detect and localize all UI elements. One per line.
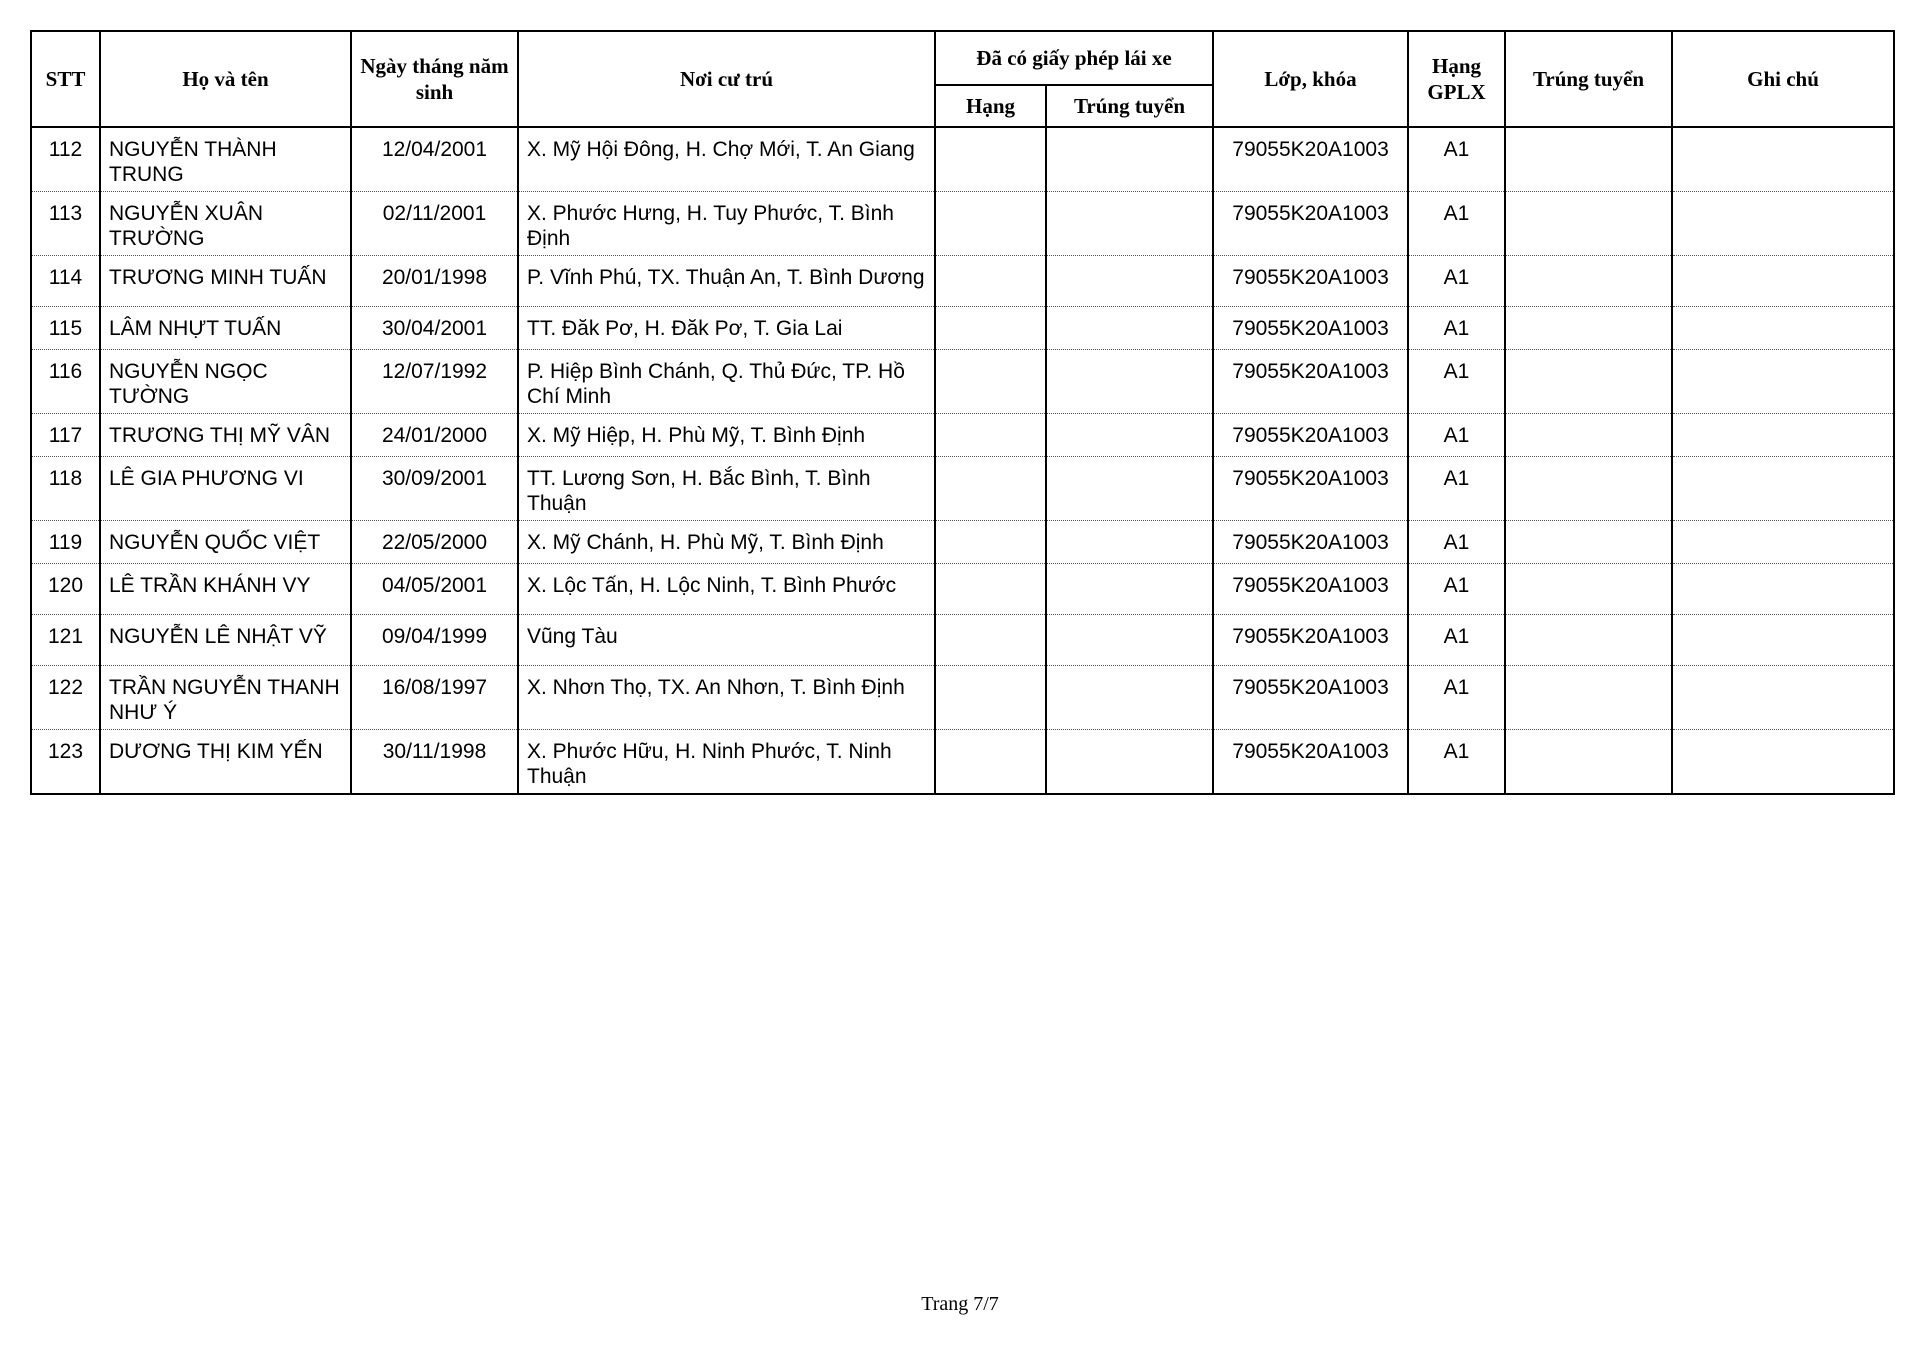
cell-stt: 119 bbox=[31, 521, 100, 564]
cell-license-rank bbox=[935, 414, 1046, 457]
cell-name: NGUYỄN LÊ NHẬT VỸ bbox=[100, 615, 351, 666]
cell-class: 79055K20A1003 bbox=[1213, 256, 1408, 307]
table-row bbox=[31, 256, 1894, 307]
cell-class: 79055K20A1003 bbox=[1213, 730, 1408, 795]
cell-stt: 113 bbox=[31, 192, 100, 256]
cell-stt: 116 bbox=[31, 350, 100, 414]
cell-license-passed bbox=[1046, 256, 1213, 307]
cell-passed bbox=[1505, 666, 1672, 730]
header-stt: STT bbox=[31, 31, 100, 127]
cell-license-rank bbox=[935, 564, 1046, 615]
cell-address: X. Nhơn Thọ, TX. An Nhơn, T. Bình Định bbox=[518, 666, 935, 730]
cell-gplx-rank: A1 bbox=[1408, 730, 1505, 795]
cell-name: TRƯƠNG MINH TUẤN bbox=[100, 256, 351, 307]
cell-class: 79055K20A1003 bbox=[1213, 564, 1408, 615]
cell-passed bbox=[1505, 564, 1672, 615]
cell-stt: 118 bbox=[31, 457, 100, 521]
cell-passed bbox=[1505, 615, 1672, 666]
table-row bbox=[31, 730, 1894, 795]
cell-note bbox=[1672, 350, 1894, 414]
cell-dob: 30/11/1998 bbox=[351, 730, 518, 795]
cell-class: 79055K20A1003 bbox=[1213, 615, 1408, 666]
header-license-group: Đã có giấy phép lái xe bbox=[935, 31, 1213, 85]
table-row bbox=[31, 192, 1894, 256]
cell-class: 79055K20A1003 bbox=[1213, 666, 1408, 730]
table-row bbox=[31, 307, 1894, 350]
cell-license-passed bbox=[1046, 350, 1213, 414]
cell-note bbox=[1672, 615, 1894, 666]
cell-license-rank bbox=[935, 457, 1046, 521]
cell-dob: 30/09/2001 bbox=[351, 457, 518, 521]
cell-dob: 12/04/2001 bbox=[351, 127, 518, 192]
table-body bbox=[31, 127, 1894, 794]
table-row bbox=[31, 521, 1894, 564]
cell-passed bbox=[1505, 730, 1672, 795]
cell-name: LÊ TRẦN KHÁNH VY bbox=[100, 564, 351, 615]
cell-stt: 112 bbox=[31, 127, 100, 192]
cell-address: X. Mỹ Hiệp, H. Phù Mỹ, T. Bình Định bbox=[518, 414, 935, 457]
cell-stt: 120 bbox=[31, 564, 100, 615]
cell-stt: 114 bbox=[31, 256, 100, 307]
cell-dob: 12/07/1992 bbox=[351, 350, 518, 414]
header-class: Lớp, khóa bbox=[1213, 31, 1408, 127]
cell-note bbox=[1672, 127, 1894, 192]
cell-license-passed bbox=[1046, 666, 1213, 730]
header-license-passed: Trúng tuyển bbox=[1046, 85, 1213, 127]
table-row bbox=[31, 414, 1894, 457]
cell-class: 79055K20A1003 bbox=[1213, 350, 1408, 414]
cell-note bbox=[1672, 564, 1894, 615]
candidate-table bbox=[30, 30, 1895, 795]
cell-license-passed bbox=[1046, 730, 1213, 795]
cell-license-passed bbox=[1046, 564, 1213, 615]
cell-address: P. Hiệp Bình Chánh, Q. Thủ Đức, TP. Hồ Chí Minh bbox=[518, 350, 935, 414]
cell-stt: 122 bbox=[31, 666, 100, 730]
header-note: Ghi chú bbox=[1672, 31, 1894, 127]
header-dob: Ngày tháng năm sinh bbox=[351, 31, 518, 127]
cell-license-rank bbox=[935, 256, 1046, 307]
cell-note bbox=[1672, 256, 1894, 307]
cell-passed bbox=[1505, 414, 1672, 457]
cell-passed bbox=[1505, 521, 1672, 564]
cell-gplx-rank: A1 bbox=[1408, 127, 1505, 192]
table-row bbox=[31, 564, 1894, 615]
cell-class: 79055K20A1003 bbox=[1213, 192, 1408, 256]
cell-address: X. Mỹ Chánh, H. Phù Mỹ, T. Bình Định bbox=[518, 521, 935, 564]
cell-name: NGUYỄN NGỌC TƯỜNG bbox=[100, 350, 351, 414]
table-row bbox=[31, 666, 1894, 730]
cell-name: LÊ GIA PHƯƠNG VI bbox=[100, 457, 351, 521]
cell-dob: 09/04/1999 bbox=[351, 615, 518, 666]
cell-license-rank bbox=[935, 666, 1046, 730]
cell-dob: 16/08/1997 bbox=[351, 666, 518, 730]
cell-note bbox=[1672, 666, 1894, 730]
cell-passed bbox=[1505, 256, 1672, 307]
cell-name: NGUYỄN XUÂN TRƯỜNG bbox=[100, 192, 351, 256]
cell-passed bbox=[1505, 307, 1672, 350]
cell-license-passed bbox=[1046, 414, 1213, 457]
cell-class: 79055K20A1003 bbox=[1213, 521, 1408, 564]
cell-gplx-rank: A1 bbox=[1408, 457, 1505, 521]
cell-name: NGUYỄN THÀNH TRUNG bbox=[100, 127, 351, 192]
cell-gplx-rank: A1 bbox=[1408, 666, 1505, 730]
cell-license-rank bbox=[935, 307, 1046, 350]
cell-passed bbox=[1505, 192, 1672, 256]
cell-address: X. Lộc Tấn, H. Lộc Ninh, T. Bình Phước bbox=[518, 564, 935, 615]
cell-license-passed bbox=[1046, 307, 1213, 350]
cell-address: TT. Đăk Pơ, H. Đăk Pơ, T. Gia Lai bbox=[518, 307, 935, 350]
cell-license-rank bbox=[935, 127, 1046, 192]
cell-gplx-rank: A1 bbox=[1408, 256, 1505, 307]
cell-gplx-rank: A1 bbox=[1408, 564, 1505, 615]
cell-license-passed bbox=[1046, 521, 1213, 564]
cell-gplx-rank: A1 bbox=[1408, 307, 1505, 350]
cell-address: X. Phước Hưng, H. Tuy Phước, T. Bình Định bbox=[518, 192, 935, 256]
header-address: Nơi cư trú bbox=[518, 31, 935, 127]
cell-license-passed bbox=[1046, 127, 1213, 192]
page-number: Trang 7/7 bbox=[921, 1293, 999, 1315]
cell-note bbox=[1672, 457, 1894, 521]
cell-address: TT. Lương Sơn, H. Bắc Bình, T. Bình Thuận bbox=[518, 457, 935, 521]
cell-dob: 24/01/2000 bbox=[351, 414, 518, 457]
cell-note bbox=[1672, 307, 1894, 350]
cell-dob: 30/04/2001 bbox=[351, 307, 518, 350]
cell-license-passed bbox=[1046, 457, 1213, 521]
cell-license-rank bbox=[935, 192, 1046, 256]
cell-gplx-rank: A1 bbox=[1408, 615, 1505, 666]
cell-stt: 123 bbox=[31, 730, 100, 795]
header-passed: Trúng tuyển bbox=[1505, 31, 1672, 127]
cell-dob: 04/05/2001 bbox=[351, 564, 518, 615]
cell-note bbox=[1672, 730, 1894, 795]
cell-class: 79055K20A1003 bbox=[1213, 457, 1408, 521]
cell-license-rank bbox=[935, 350, 1046, 414]
cell-gplx-rank: A1 bbox=[1408, 414, 1505, 457]
table-row bbox=[31, 350, 1894, 414]
cell-note bbox=[1672, 414, 1894, 457]
table-row bbox=[31, 127, 1894, 192]
cell-stt: 117 bbox=[31, 414, 100, 457]
header-name: Họ và tên bbox=[100, 31, 351, 127]
cell-gplx-rank: A1 bbox=[1408, 521, 1505, 564]
cell-name: DƯƠNG THỊ KIM YẾN bbox=[100, 730, 351, 795]
cell-address: X. Mỹ Hội Đông, H. Chợ Mới, T. An Giang bbox=[518, 127, 935, 192]
cell-address: Vũng Tàu bbox=[518, 615, 935, 666]
cell-class: 79055K20A1003 bbox=[1213, 414, 1408, 457]
cell-note bbox=[1672, 521, 1894, 564]
cell-dob: 20/01/1998 bbox=[351, 256, 518, 307]
cell-stt: 115 bbox=[31, 307, 100, 350]
cell-license-rank bbox=[935, 521, 1046, 564]
cell-passed bbox=[1505, 457, 1672, 521]
cell-gplx-rank: A1 bbox=[1408, 192, 1505, 256]
cell-license-passed bbox=[1046, 615, 1213, 666]
cell-gplx-rank: A1 bbox=[1408, 350, 1505, 414]
cell-name: LÂM NHỰT TUẤN bbox=[100, 307, 351, 350]
cell-dob: 02/11/2001 bbox=[351, 192, 518, 256]
cell-stt: 121 bbox=[31, 615, 100, 666]
cell-name: TRẦN NGUYỄN THANH NHƯ Ý bbox=[100, 666, 351, 730]
cell-license-passed bbox=[1046, 192, 1213, 256]
header-license-rank: Hạng bbox=[935, 85, 1046, 127]
cell-passed bbox=[1505, 127, 1672, 192]
table-row bbox=[31, 615, 1894, 666]
cell-passed bbox=[1505, 350, 1672, 414]
cell-address: P. Vĩnh Phú, TX. Thuận An, T. Bình Dương bbox=[518, 256, 935, 307]
cell-name: TRƯƠNG THỊ MỸ VÂN bbox=[100, 414, 351, 457]
cell-address: X. Phước Hữu, H. Ninh Phước, T. Ninh Thuận bbox=[518, 730, 935, 795]
cell-class: 79055K20A1003 bbox=[1213, 127, 1408, 192]
cell-name: NGUYỄN QUỐC VIỆT bbox=[100, 521, 351, 564]
cell-class: 79055K20A1003 bbox=[1213, 307, 1408, 350]
cell-license-rank bbox=[935, 730, 1046, 795]
cell-dob: 22/05/2000 bbox=[351, 521, 518, 564]
cell-license-rank bbox=[935, 615, 1046, 666]
header-gplx-rank: Hạng GPLX bbox=[1408, 31, 1505, 127]
cell-note bbox=[1672, 192, 1894, 256]
table-row bbox=[31, 457, 1894, 521]
